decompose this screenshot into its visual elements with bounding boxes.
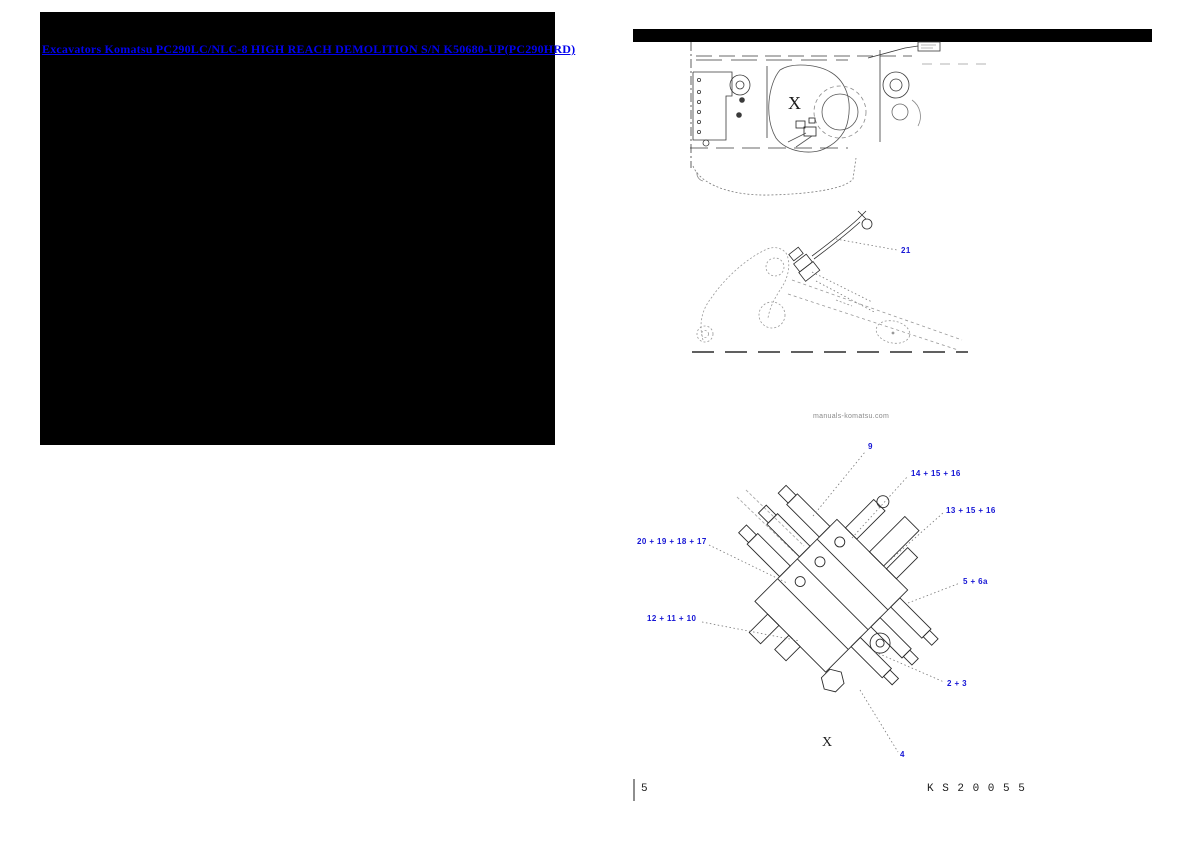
middle-diagram-boom-side [692,211,968,352]
callout-20-19-18-17[interactable]: 20 + 19 + 18 + 17 [637,537,707,546]
callout-21[interactable]: 21 [901,246,911,255]
callout-2-3[interactable]: 2 + 3 [947,679,968,688]
bottom-diagram-valve [694,441,983,752]
callout-9[interactable]: 9 [868,442,873,451]
top-diagram-deck-plan [690,42,990,195]
page-number: 5 [641,783,648,795]
callout-12-11-10[interactable]: 12 + 11 + 10 [647,614,697,623]
drawing-code: K S 2 0 0 5 5 [927,783,1026,795]
manual-title-link[interactable]: Excavators Komatsu PC290LC/NLC-8 HIGH REACH DEMOLITION S/N K50680-UP(PC290HRD) [42,42,576,56]
callout-4[interactable]: 4 [900,750,905,759]
callout-14-15-16[interactable]: 14 + 15 + 16 [911,469,961,478]
watermark: manuals-komatsu.com [813,413,890,420]
view-marker-x-top: X [788,93,801,113]
callout-13-15-16[interactable]: 13 + 15 + 16 [946,506,996,515]
view-marker-x-bottom: X [822,735,833,750]
callout-5-6a[interactable]: 5 + 6a [963,577,988,586]
